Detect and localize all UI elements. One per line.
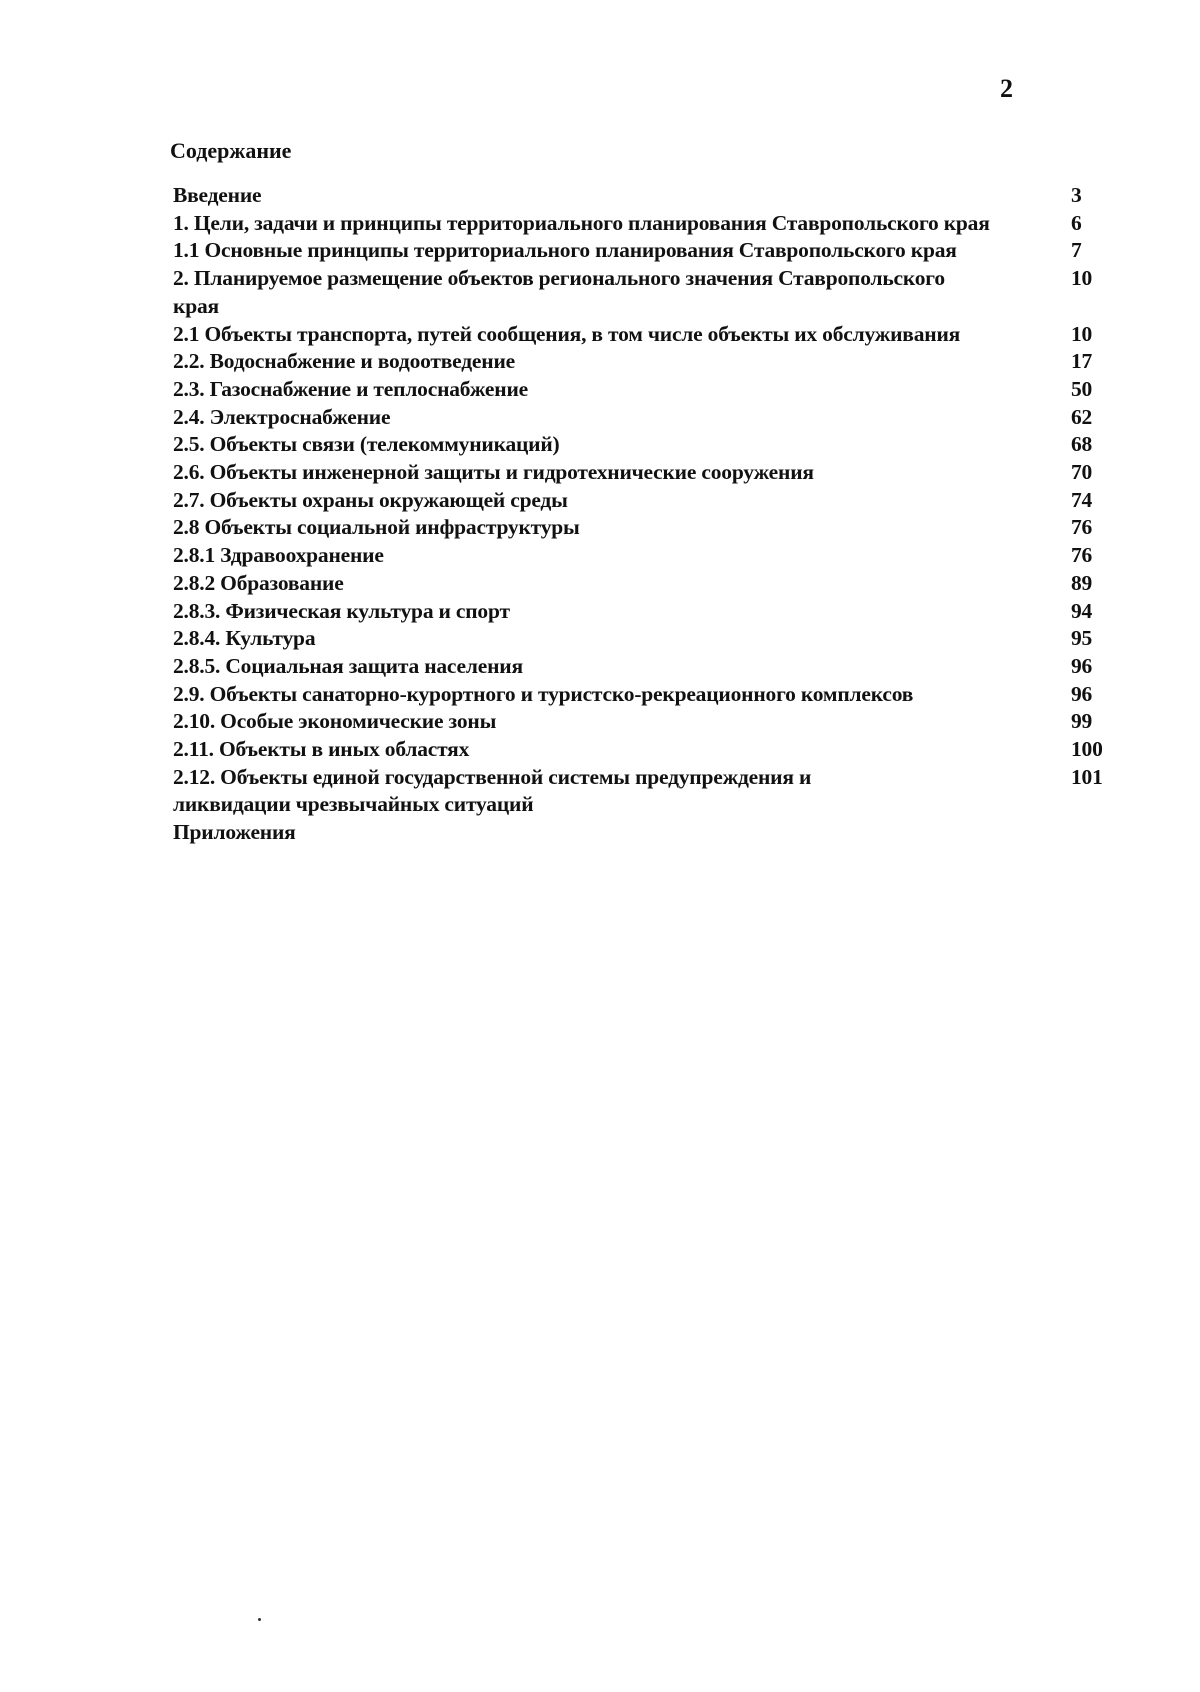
toc-entry	[173, 681, 1113, 709]
toc-entry-title: 2.3. Газоснабжение и теплоснабжение	[173, 376, 528, 401]
toc-entry	[173, 376, 1113, 404]
toc-entry-page: 6	[1071, 210, 1082, 235]
toc-entry-page: 96	[1071, 681, 1093, 706]
toc-entry-title: Введение	[173, 183, 262, 207]
toc-entry	[173, 182, 1113, 210]
toc-entry-page: 10	[1071, 266, 1093, 291]
toc-entry	[173, 653, 1113, 681]
toc-entry-page: 68	[1071, 432, 1093, 457]
toc-entry	[173, 237, 1113, 265]
toc-entry	[173, 764, 1113, 819]
scan-speck	[258, 1618, 261, 1621]
toc-entry	[173, 210, 1113, 238]
toc-entry-title: 2.9. Объекты санаторно-курортного и туристско-рекреационного комплексов	[173, 681, 914, 706]
page-number: 2	[1000, 74, 1013, 103]
toc-entry-page: 10	[1071, 321, 1093, 346]
toc-entry-page: 17	[1071, 349, 1093, 374]
toc-entry-title: 2.1 Объекты транспорта, путей сообщения, в том числе объекты их обслуживания	[173, 321, 961, 346]
toc-entry-page: 74	[1071, 487, 1093, 512]
toc-entry	[173, 708, 1113, 736]
toc-entry-title: 2.7. Объекты охраны окружающей среды	[173, 487, 568, 512]
toc-entry-page: 100	[1071, 737, 1103, 762]
toc-entry-page: 101	[1071, 764, 1103, 789]
toc-entry-title: 2.5. Объекты связи (телекоммуникаций)	[173, 432, 560, 457]
toc-entry-title: 2.8.4. Культура	[173, 626, 316, 651]
toc-entry-page: 7	[1071, 238, 1082, 263]
toc-entry	[173, 348, 1113, 376]
toc-entry-page: 50	[1071, 376, 1093, 401]
toc-entry	[173, 487, 1113, 515]
toc-entry-title: 2.10. Особые экономические зоны	[173, 709, 497, 734]
toc-entry-title: 2.8.3. Физическая культура и спорт	[173, 598, 510, 623]
toc-entry-title: 2.11. Объекты в иных областях	[173, 737, 470, 762]
toc-entry	[173, 542, 1113, 570]
toc-entry	[173, 514, 1113, 542]
toc-entry-page: 3	[1071, 183, 1082, 207]
toc-entry-page: 95	[1071, 626, 1093, 651]
toc-entry	[173, 404, 1113, 432]
toc-entry-page: 89	[1071, 570, 1093, 595]
toc-entry-title: 2.8.1 Здравоохранение	[173, 543, 384, 568]
toc-entry-title: 2.4. Электроснабжение	[173, 404, 391, 429]
toc-entry-title: 2. Планируемое размещение объектов регионального значения Ставропольского края	[173, 266, 945, 318]
toc-entry	[173, 598, 1113, 626]
toc-entry-title: 1.1 Основные принципы территориального планирования Ставропольского края	[173, 238, 957, 263]
toc-entry-title: 2.8.5. Социальная защита населения	[173, 653, 523, 678]
toc-entry-page: 62	[1071, 404, 1093, 429]
toc-entry	[173, 321, 1113, 349]
toc-entry-page: 99	[1071, 709, 1093, 734]
table-of-contents	[173, 182, 1113, 847]
toc-entry	[173, 736, 1113, 764]
toc-entry	[173, 625, 1113, 653]
toc-entry-page: 76	[1071, 515, 1093, 540]
toc-entry-page: 94	[1071, 598, 1093, 623]
toc-entry-title: Приложения	[173, 820, 296, 845]
toc-entry-title: 2.8.2 Образование	[173, 570, 344, 595]
toc-entry-title: 1. Цели, задачи и принципы территориального планирования Ставропольского края	[173, 210, 990, 235]
toc-entry	[173, 570, 1113, 598]
toc-entry-page: 96	[1071, 653, 1093, 678]
toc-entry	[173, 459, 1113, 487]
toc-entry-title: 2.6. Объекты инженерной защиты и гидротехнические сооружения	[173, 460, 814, 485]
toc-entry-page: 76	[1071, 543, 1093, 568]
toc-entry-page: 70	[1071, 460, 1093, 485]
toc-heading: Содержание	[170, 138, 292, 163]
toc-entry-title: 2.2. Водоснабжение и водоотведение	[173, 349, 515, 374]
toc-entry-title: 2.12. Объекты единой государственной системы предупреждения и ликвидации чрезвычайных ситуаций	[173, 764, 812, 817]
toc-entry	[173, 431, 1113, 459]
toc-entry	[173, 819, 1113, 847]
toc-entry-title: 2.8 Объекты социальной инфраструктуры	[173, 515, 580, 540]
toc-entry	[173, 265, 1113, 320]
